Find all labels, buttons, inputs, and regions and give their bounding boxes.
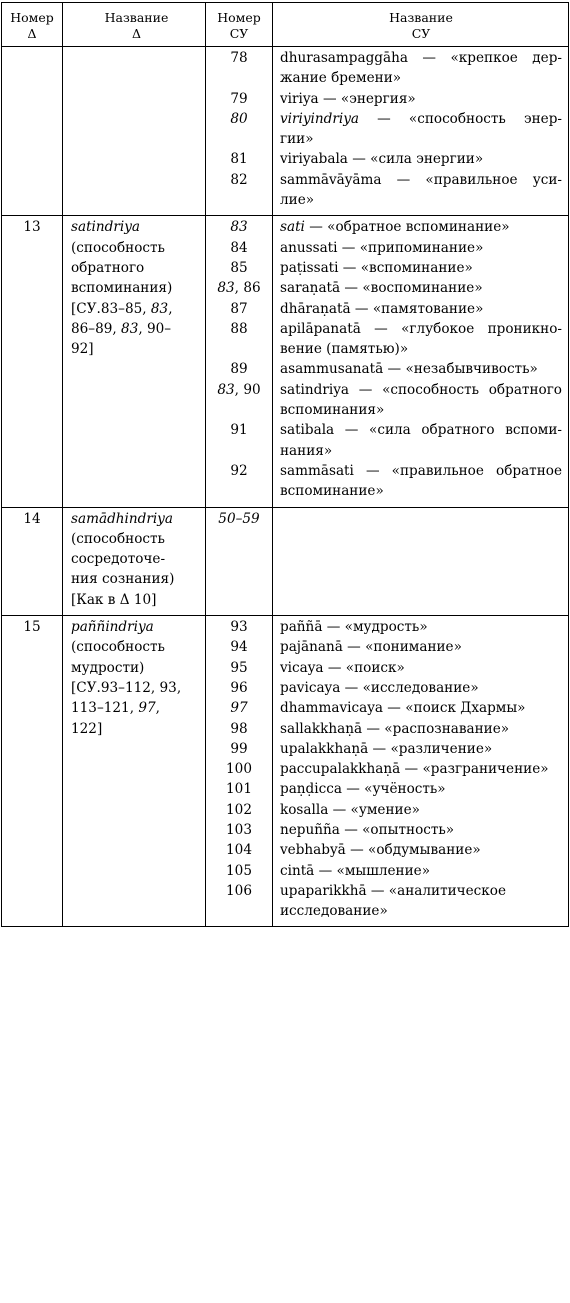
text-run: viriya — «энергия»: [280, 90, 416, 107]
su-name-line: [280, 637, 562, 657]
text-run: лие»: [280, 192, 315, 209]
cell-num-su: [206, 47, 273, 216]
su-name-line: [280, 461, 562, 481]
text-run: (способность: [71, 239, 165, 256]
text-run: ,: [168, 300, 173, 317]
name-d-line: [71, 529, 202, 549]
su-name-line: [280, 861, 562, 881]
header-num-d: [2, 3, 63, 47]
table-row: [2, 47, 569, 216]
su-name-line: [280, 441, 562, 461]
su-name-line: [280, 739, 562, 759]
su-number: 97: [230, 700, 248, 717]
text-run: , 90–: [138, 320, 172, 337]
text-run: satindriya — «способность обратного: [280, 381, 562, 398]
su-name-line: [280, 89, 562, 109]
text-run: ния сознания): [71, 571, 175, 588]
su-number: 79: [230, 90, 248, 107]
su-number: 82: [230, 171, 248, 188]
cell-num-d: [2, 507, 63, 615]
su-number: 92: [230, 462, 248, 479]
su-name-line: [280, 217, 562, 237]
cell-name-su: [273, 616, 569, 927]
su-name-line: [280, 339, 562, 359]
name-d-line: [71, 509, 202, 529]
su-name-line: [280, 190, 562, 210]
su-number: 88: [230, 320, 248, 337]
text-run: dhammavicaya — «поиск Дхармы»: [280, 700, 526, 717]
su-name-line: [280, 820, 562, 840]
su-name-line: [280, 617, 562, 637]
su-name-line: [280, 658, 562, 678]
italic-text: sati: [280, 219, 305, 236]
name-d-line: [71, 217, 202, 237]
cell-name-d: [63, 507, 206, 615]
text-run: apilāpanatā — «глубокое проникно-: [280, 320, 562, 337]
su-name-line: [280, 779, 562, 799]
cell-name-d: [63, 616, 206, 927]
cell-num-su: [206, 216, 273, 507]
reference-table: [1, 2, 569, 927]
header-text: Δ: [27, 25, 37, 41]
name-d-line: [71, 617, 202, 637]
num-d-value: 15: [23, 619, 41, 636]
cell-num-su: [206, 507, 273, 615]
text-run: вспоминания): [71, 280, 173, 297]
text-run: dhurasampaggāha: [280, 50, 408, 66]
italic-text: viriyindriya: [280, 110, 359, 127]
text-run: , 86: [234, 280, 261, 297]
text-run: viriyabala — «сила энергии»: [280, 151, 484, 168]
italic-text: 83: [121, 320, 139, 337]
text-run: вспоминание»: [280, 483, 384, 500]
header-text: Название: [389, 10, 453, 25]
su-number: 50–59: [218, 510, 260, 527]
su-number: 100: [226, 761, 252, 778]
text-run: satibala — «сила обратного вспоми-: [280, 422, 562, 439]
name-d-line: [71, 339, 202, 359]
name-d-line: [71, 319, 202, 339]
cell-name-d: [63, 47, 206, 216]
header-text: Δ: [131, 25, 142, 41]
name-d-line: [71, 637, 202, 657]
su-name-line: [280, 800, 562, 820]
text-run: anussati — «припоминание»: [280, 239, 484, 256]
text-run: vebhabyā — «обдумывание»: [280, 842, 481, 859]
text-run: [СУ.83–85,: [71, 300, 151, 317]
name-d-line: [71, 299, 202, 319]
text-run: saraṇatā — «воспоминание»: [280, 280, 483, 297]
su-name-line: [280, 678, 562, 698]
text-run: (способность: [71, 639, 165, 656]
cell-num-su: [206, 616, 273, 927]
su-name-line: [280, 400, 562, 420]
cell-name-su: [273, 216, 569, 507]
su-name-line: [280, 258, 562, 278]
text-run: — «обратное вспоминание»: [304, 219, 510, 236]
su-number: 95: [230, 659, 248, 676]
cell-num-d: [2, 616, 63, 927]
cell-num-d: [2, 216, 63, 507]
su-number: 91: [230, 422, 248, 439]
su-number: 83: [230, 219, 248, 236]
su-name-line: [280, 299, 562, 319]
su-name-line: [280, 109, 562, 129]
text-run: vicaya — «поиск»: [280, 659, 405, 676]
text-run: гии»: [280, 131, 314, 148]
cell-name-su: [273, 507, 569, 615]
text-run: жание бремени»: [280, 70, 402, 87]
su-number: 84: [230, 239, 248, 256]
num-d-value: 14: [23, 510, 41, 527]
text-run: kosalla — «умение»: [280, 801, 420, 818]
su-number: 106: [226, 882, 252, 899]
su-number: 105: [226, 862, 252, 879]
text-run: вение (памятью)»: [280, 341, 409, 358]
table-row: [2, 616, 569, 927]
text-run: — «способность энер-: [359, 110, 562, 127]
su-number: 99: [230, 740, 248, 757]
italic-text: 83: [150, 300, 169, 317]
su-number: 89: [230, 361, 248, 378]
name-d-line: [71, 258, 202, 278]
text-run: 113–121,: [71, 700, 139, 717]
text-run: 92]: [71, 341, 94, 358]
text-run: ,: [155, 700, 160, 717]
text-run: sallakkhaṇā — «распознавание»: [280, 720, 510, 737]
table-body: [2, 47, 569, 927]
su-number: 103: [226, 821, 252, 838]
text-run: upalakkhaṇā — «различение»: [280, 740, 493, 757]
su-number: 94: [230, 639, 248, 656]
header-text: Номер: [10, 10, 54, 25]
su-name-line: [280, 901, 562, 921]
cell-name-su: [273, 47, 569, 216]
su-name-line: [280, 48, 562, 68]
name-d-line: [71, 658, 202, 678]
su-name-line: [280, 149, 562, 169]
su-number: 81: [230, 151, 248, 168]
text-run: сосредоточе-: [71, 551, 166, 568]
text-run: [Как в Δ 10]: [71, 591, 157, 608]
su-name-line: [280, 278, 562, 298]
name-d-line: [71, 719, 202, 739]
su-name-line: [280, 238, 562, 258]
su-number: 78: [230, 50, 248, 66]
su-number: 87: [230, 300, 248, 317]
text-run: , 90: [234, 381, 261, 398]
text-run: asammusanatā — «незабывчивость»: [280, 361, 538, 378]
su-name-line: [280, 719, 562, 739]
text-run: sammāvāyāma — «правильное уси-: [280, 171, 562, 188]
header-row: [2, 3, 569, 47]
header-text: Название: [104, 10, 169, 25]
italic-text: samādhindriya: [71, 510, 173, 527]
text-run: исследование»: [280, 903, 388, 920]
cell-num-d: [2, 47, 63, 216]
text-run: pavicaya — «исследование»: [280, 679, 479, 696]
text-run: nepuñña — «опытность»: [280, 821, 455, 838]
su-name-line: [280, 759, 562, 779]
text-run: dhāraṇatā — «памятование»: [280, 300, 484, 317]
text-run: — «крепкое дер-: [407, 50, 562, 66]
table-row: [2, 216, 569, 507]
su-number: 104: [226, 842, 252, 859]
text-run: мудрости): [71, 659, 145, 676]
name-d-line: [71, 278, 202, 298]
name-d-line: [71, 698, 202, 718]
text-run: paccupalakkhaṇā — «разграничение»: [280, 761, 549, 778]
su-name-line: [280, 380, 562, 400]
text-run: paññā — «мудрость»: [280, 619, 428, 636]
su-number: [206, 380, 272, 421]
header-num-su: [206, 3, 273, 47]
text-run: upaparikkhā — «аналитическое: [280, 882, 507, 899]
text-run: [СУ.93–112, 93,: [71, 679, 182, 696]
su-name-line: [280, 359, 562, 379]
italic-text: 83: [217, 280, 235, 297]
text-run: paṭissati — «вспоминание»: [280, 259, 473, 276]
su-name-line: [280, 698, 562, 718]
su-name-line: [280, 840, 562, 860]
text-run: 86–89,: [71, 320, 122, 337]
su-name-line: [280, 881, 562, 901]
header-text: СУ: [411, 25, 431, 41]
italic-text: 83: [217, 381, 235, 398]
text-run: sammāsati — «правильное обратное: [280, 462, 562, 479]
text-run: 122]: [71, 720, 103, 737]
su-number: 80: [230, 110, 248, 127]
text-run: нания»: [280, 442, 333, 459]
su-name-line: [280, 319, 562, 339]
su-name-line: [280, 481, 562, 501]
su-number: 101: [226, 781, 252, 798]
name-d-line: [71, 678, 202, 698]
table-row: [2, 507, 569, 615]
italic-text: paññindriya: [71, 619, 154, 636]
num-d-value: 13: [23, 219, 41, 236]
name-d-line: [71, 590, 202, 610]
text-run: cintā — «мышление»: [280, 862, 431, 879]
text-run: обратного: [71, 259, 145, 276]
italic-text: satindriya: [71, 219, 140, 236]
su-name-line: [280, 170, 562, 190]
su-number: 102: [226, 801, 252, 818]
su-number: 93: [230, 619, 248, 636]
text-run: paṇḍicca — «учёность»: [280, 781, 446, 798]
su-number: [206, 278, 272, 298]
su-name-line: [280, 68, 562, 88]
su-number: 98: [230, 720, 248, 737]
cell-name-d: [63, 216, 206, 507]
text-run: (способность: [71, 530, 165, 547]
su-number: 85: [230, 259, 248, 276]
header-name-d: [63, 3, 206, 47]
text-run: вспоминания»: [280, 402, 385, 419]
name-d-line: [71, 549, 202, 569]
italic-text: 97: [138, 700, 156, 717]
header-name-su: [273, 3, 569, 47]
name-d-line: [71, 238, 202, 258]
text-run: pajānanā — «понимание»: [280, 639, 462, 656]
su-name-line: [280, 129, 562, 149]
header-text: Номер: [217, 10, 261, 25]
header-text: СУ: [229, 25, 249, 41]
name-d-line: [71, 569, 202, 589]
su-number: 96: [230, 679, 248, 696]
su-name-line: [280, 420, 562, 440]
